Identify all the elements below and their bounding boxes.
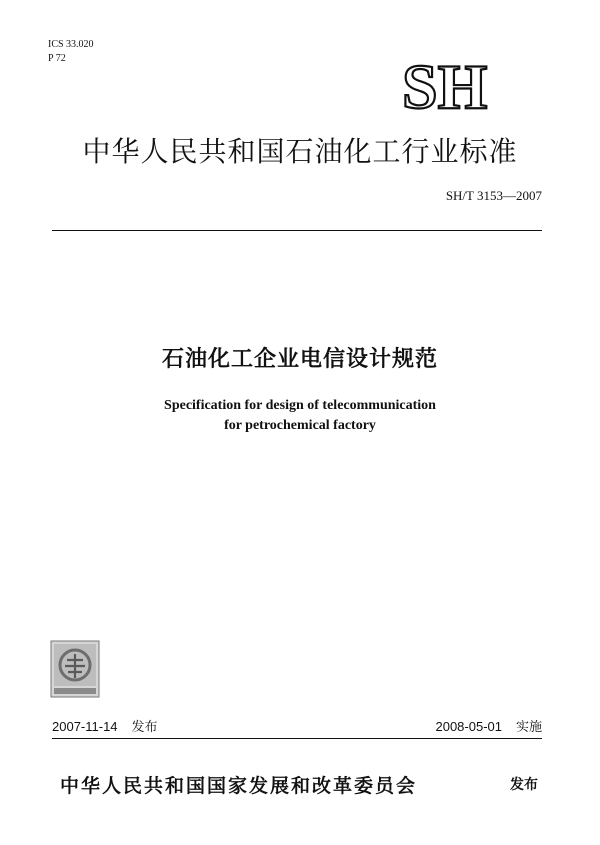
document-title-en [0,396,600,436]
effective-date: 2008-05-01 [435,719,502,734]
effective-label: 实施 [515,719,542,734]
footer-divider [52,738,542,739]
document-title-cn: 石油化工企业电信设计规范 [161,347,438,372]
ics-code: ICS 33.020 [48,39,94,50]
standard-number: SH/T 3153—2007 [445,188,542,203]
issuing-authority-suffix: 发布 [510,777,538,793]
sh-logo-text: SH [402,51,488,120]
header-divider [52,230,542,231]
issue-date: 2007-11-14 [52,719,118,734]
anti-counterfeit-seal-icon [50,640,100,698]
effective-date-block [435,716,542,735]
sh-logo [396,48,526,120]
issuing-authority: 中华人民共和国国家发展和改革委员会 [60,775,418,797]
issue-date-block [52,716,158,735]
document-title-en-line2: for petrochemical factory [224,418,376,433]
classification-block [48,38,94,66]
category-code: P 72 [48,53,66,64]
standard-title: 中华人民共和国石油化工行业标准 [82,135,518,168]
document-title-en-line1: Specification for design of telecommunication [164,398,436,413]
issue-label: 发布 [131,719,158,734]
